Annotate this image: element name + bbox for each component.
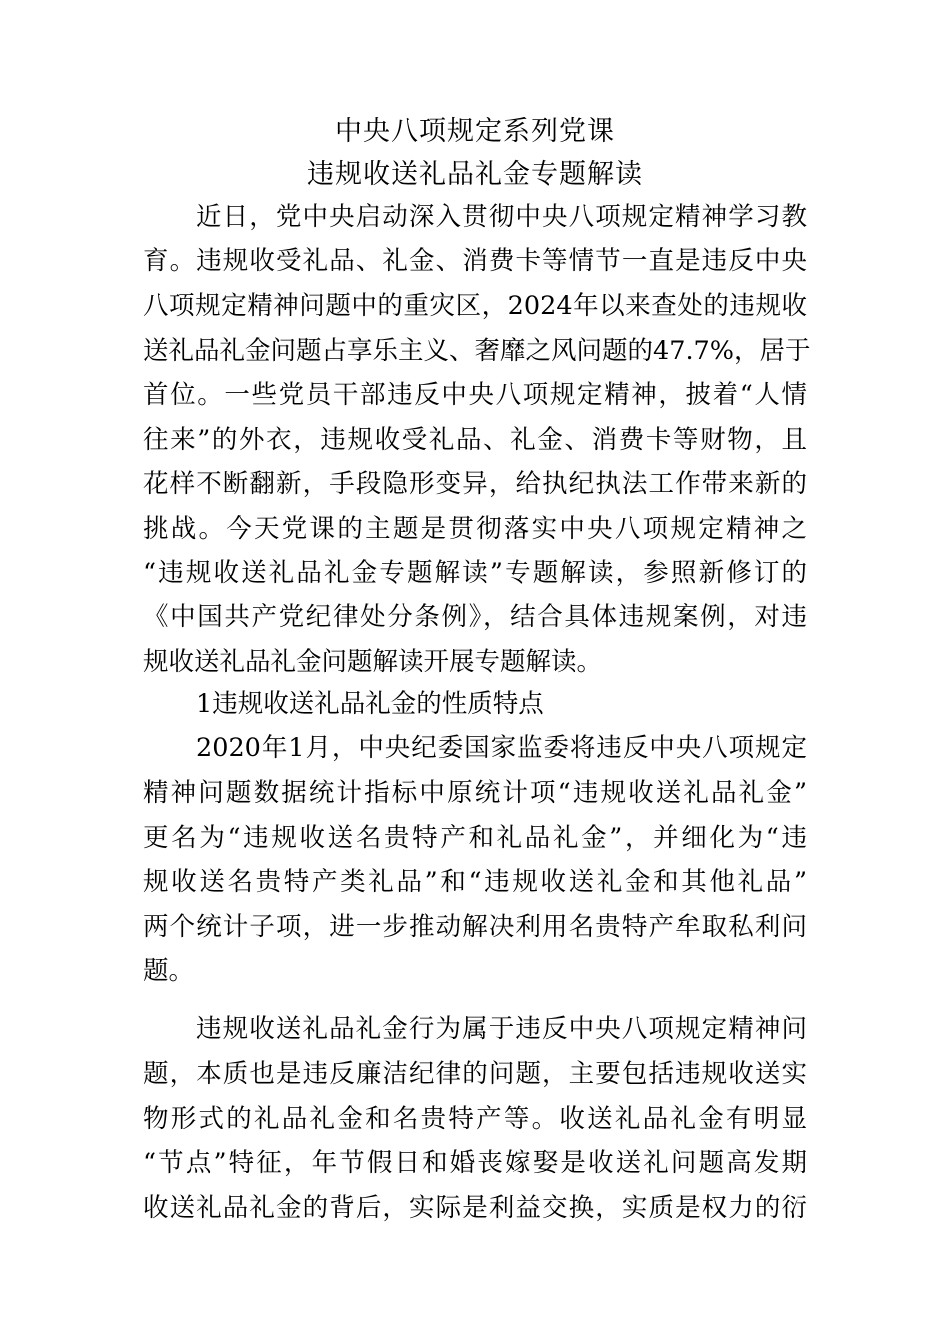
paragraph-line: 《中国共产党纪律处分条例》，结合具体违规案例，对违 (143, 602, 807, 632)
paragraph-line: 近日，党中央启动深入贯彻中央八项规定精神学习教 (196, 202, 807, 232)
document-title: 中央八项规定系列党课 (335, 116, 615, 147)
paragraph-line: 更名为“违规收送名贵特产和礼品礼金”，并细化为“违 (143, 823, 807, 853)
paragraph-line: 花样不断翻新，手段隐形变异，给执纪执法工作带来新的 (143, 469, 807, 499)
paragraph-line: 规收送礼品礼金问题解读开展专题解读。 (143, 647, 603, 677)
paragraph-line: 精神问题数据统计指标中原统计项“违规收送礼品礼金” (143, 778, 807, 808)
paragraph-line: 题。 (143, 956, 195, 986)
paragraph-line: 送礼品礼金问题占享乐主义、奢靡之风问题的47.7%，居于 (143, 336, 811, 366)
paragraph-line: 题，本质也是违反廉洁纪律的问题，主要包括违规收送实 (143, 1059, 807, 1089)
paragraph-line: 挑战。今天党课的主题是贯彻落实中央八项规定精神之 (143, 514, 807, 544)
paragraph-line: 往来”的外衣，违规收受礼品、礼金、消费卡等财物，且 (143, 425, 807, 455)
paragraph-line: “节点”特征，年节假日和婚丧嫁娶是收送礼问题高发期 (143, 1148, 807, 1178)
paragraph-line: 两个统计子项，进一步推动解决利用名贵特产牟取私利问 (143, 912, 807, 942)
paragraph-line: “违规收送礼品礼金专题解读”专题解读，参照新修订的 (143, 558, 807, 588)
paragraph-line: 2020年1月，中央纪委国家监委将违反中央八项规定 (196, 733, 807, 763)
paragraph-line: 物形式的礼品礼金和名贵特产等。收送礼品礼金有明显 (143, 1104, 807, 1134)
document-subtitle: 违规收送礼品礼金专题解读 (307, 159, 643, 190)
paragraph-line: 收送礼品礼金的背后，实际是利益交换，实质是权力的衍 (143, 1193, 807, 1223)
paragraph-line: 育。违规收受礼品、礼金、消费卡等情节一直是违反中央 (143, 246, 807, 276)
paragraph-line: 首位。一些党员干部违反中央八项规定精神，披着“人情 (143, 380, 807, 410)
section-heading: 1违规收送礼品礼金的性质特点 (196, 689, 544, 719)
paragraph-line: 规收送名贵特产类礼品”和“违规收送礼金和其他礼品” (143, 867, 807, 897)
paragraph-line: 违规收送礼品礼金行为属于违反中央八项规定精神问 (196, 1014, 807, 1044)
paragraph-line: 八项规定精神问题中的重灾区，2024年以来查处的违规收 (143, 291, 807, 321)
